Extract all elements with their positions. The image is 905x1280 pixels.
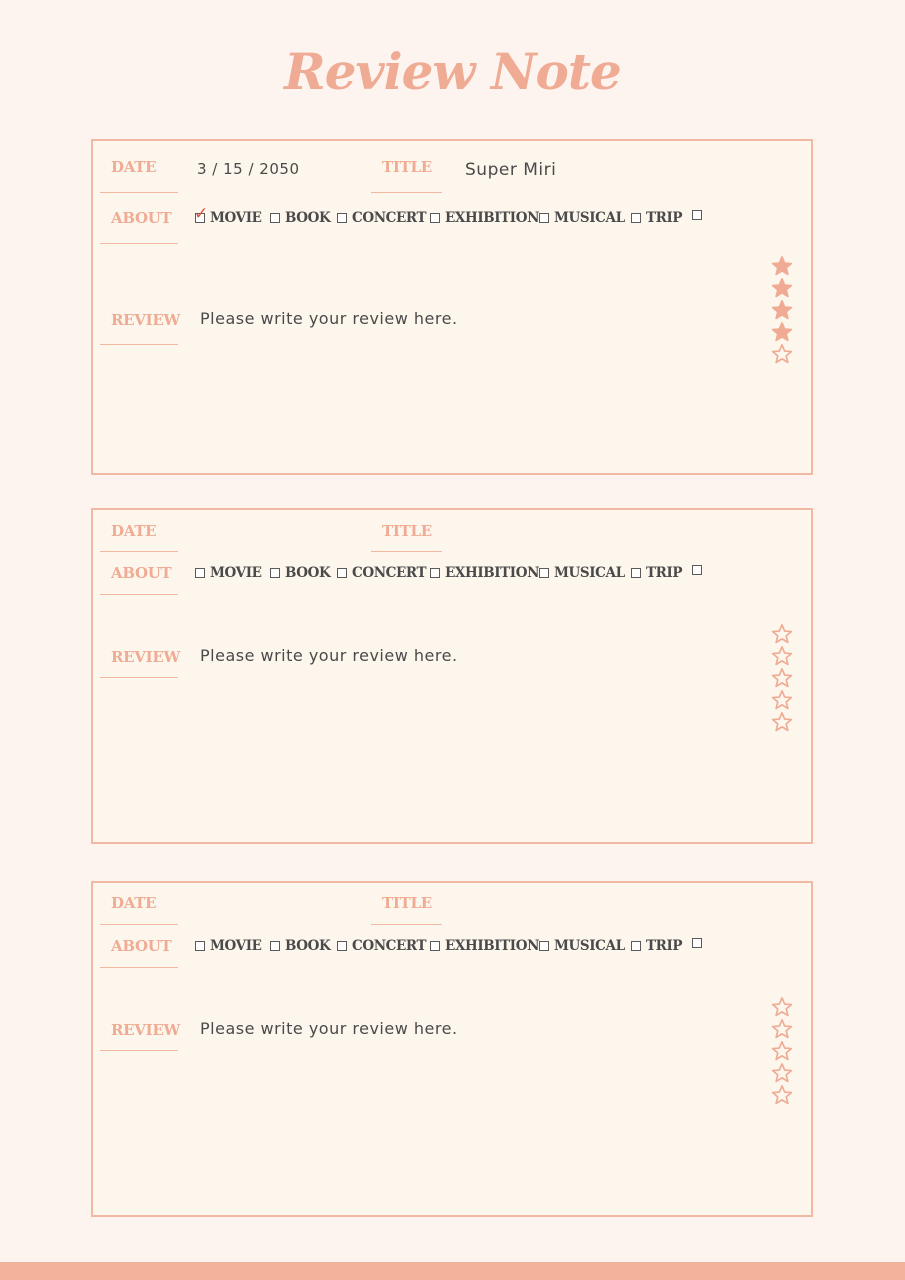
checkbox[interactable] [631, 941, 641, 951]
review-underline [100, 344, 178, 345]
option-trip[interactable]: TRIP [631, 938, 682, 954]
title-label: TITLE [382, 894, 432, 912]
checkbox[interactable] [195, 941, 205, 951]
option-book[interactable]: BOOK [270, 565, 330, 581]
footer-bar [0, 1262, 905, 1280]
date-value[interactable]: 3 / 15 / 2050 [197, 160, 300, 178]
date-underline [100, 192, 178, 193]
about-label: ABOUT [111, 564, 172, 582]
review-card [91, 881, 813, 1217]
option-exhibition[interactable]: EXHIBITION [430, 565, 539, 581]
about-label: ABOUT [111, 209, 172, 227]
checkbox[interactable] [430, 941, 440, 951]
star-outline-icon[interactable] [771, 711, 793, 733]
about-underline [100, 594, 178, 595]
option-trip[interactable]: TRIP [631, 565, 682, 581]
option-musical[interactable]: MUSICAL [539, 565, 625, 581]
option-concert[interactable]: CONCERT [337, 938, 426, 954]
date-label: DATE [111, 894, 157, 912]
title-underline [371, 192, 442, 193]
page-title: Review Note [284, 42, 621, 101]
about-underline [100, 967, 178, 968]
title-label: TITLE [382, 158, 432, 176]
date-label: DATE [111, 522, 157, 540]
rating-stars[interactable] [771, 623, 795, 733]
star-outline-icon[interactable] [771, 623, 793, 645]
star-filled-icon[interactable] [771, 321, 793, 343]
checkbox[interactable] [692, 938, 702, 948]
review-card [91, 139, 813, 475]
checkbox[interactable] [692, 210, 702, 220]
review-text[interactable]: Please write your review here. [200, 1019, 458, 1038]
rating-stars[interactable] [771, 255, 795, 365]
option-other[interactable] [692, 210, 707, 220]
star-outline-icon[interactable] [771, 343, 793, 365]
checkbox[interactable] [194, 204, 209, 224]
star-outline-icon[interactable] [771, 645, 793, 667]
checkbox[interactable] [337, 941, 347, 951]
date-label: DATE [111, 158, 157, 176]
checkbox[interactable] [270, 213, 280, 223]
checkbox[interactable] [270, 568, 280, 578]
checkbox[interactable] [692, 565, 702, 575]
option-exhibition[interactable]: EXHIBITION [430, 938, 539, 954]
about-label: ABOUT [111, 937, 172, 955]
checkbox[interactable] [195, 568, 205, 578]
rating-stars[interactable] [771, 996, 795, 1106]
option-musical[interactable]: MUSICAL [539, 938, 625, 954]
star-outline-icon[interactable] [771, 1062, 793, 1084]
checkbox[interactable] [539, 213, 549, 223]
review-underline [100, 677, 178, 678]
star-outline-icon[interactable] [771, 667, 793, 689]
option-concert[interactable]: CONCERT [337, 565, 426, 581]
star-filled-icon[interactable] [771, 255, 793, 277]
checkmark-icon: ✓ [194, 204, 209, 224]
option-other[interactable] [692, 938, 707, 948]
checkbox[interactable] [539, 568, 549, 578]
option-other[interactable] [692, 565, 707, 575]
review-label: REVIEW [111, 648, 181, 666]
option-movie[interactable]: ✓ MOVIE [194, 204, 262, 226]
review-underline [100, 1050, 178, 1051]
date-underline [100, 924, 178, 925]
title-value[interactable]: Super Miri [465, 160, 557, 180]
date-underline [100, 551, 178, 552]
option-concert[interactable]: CONCERT [337, 210, 426, 226]
checkbox[interactable] [337, 568, 347, 578]
checkbox[interactable] [539, 941, 549, 951]
checkbox[interactable] [430, 568, 440, 578]
star-filled-icon[interactable] [771, 277, 793, 299]
about-underline [100, 243, 178, 244]
option-trip[interactable]: TRIP [631, 210, 682, 226]
checkbox[interactable] [337, 213, 347, 223]
star-outline-icon[interactable] [771, 1040, 793, 1062]
checkbox[interactable] [430, 213, 440, 223]
option-book[interactable]: BOOK [270, 938, 330, 954]
checkbox[interactable] [270, 941, 280, 951]
option-book[interactable]: BOOK [270, 210, 330, 226]
star-outline-icon[interactable] [771, 996, 793, 1018]
checkbox[interactable] [631, 213, 641, 223]
star-outline-icon[interactable] [771, 1084, 793, 1106]
option-movie[interactable]: MOVIE [195, 938, 262, 954]
title-label: TITLE [382, 522, 432, 540]
title-underline [371, 924, 442, 925]
title-underline [371, 551, 442, 552]
option-movie[interactable]: MOVIE [195, 565, 262, 581]
review-card [91, 508, 813, 844]
star-outline-icon[interactable] [771, 689, 793, 711]
review-label: REVIEW [111, 1021, 181, 1039]
review-label: REVIEW [111, 311, 181, 329]
option-musical[interactable]: MUSICAL [539, 210, 625, 226]
star-outline-icon[interactable] [771, 1018, 793, 1040]
star-filled-icon[interactable] [771, 299, 793, 321]
checkbox[interactable] [631, 568, 641, 578]
review-text[interactable]: Please write your review here. [200, 309, 458, 328]
review-text[interactable]: Please write your review here. [200, 646, 458, 665]
option-exhibition[interactable]: EXHIBITION [430, 210, 539, 226]
